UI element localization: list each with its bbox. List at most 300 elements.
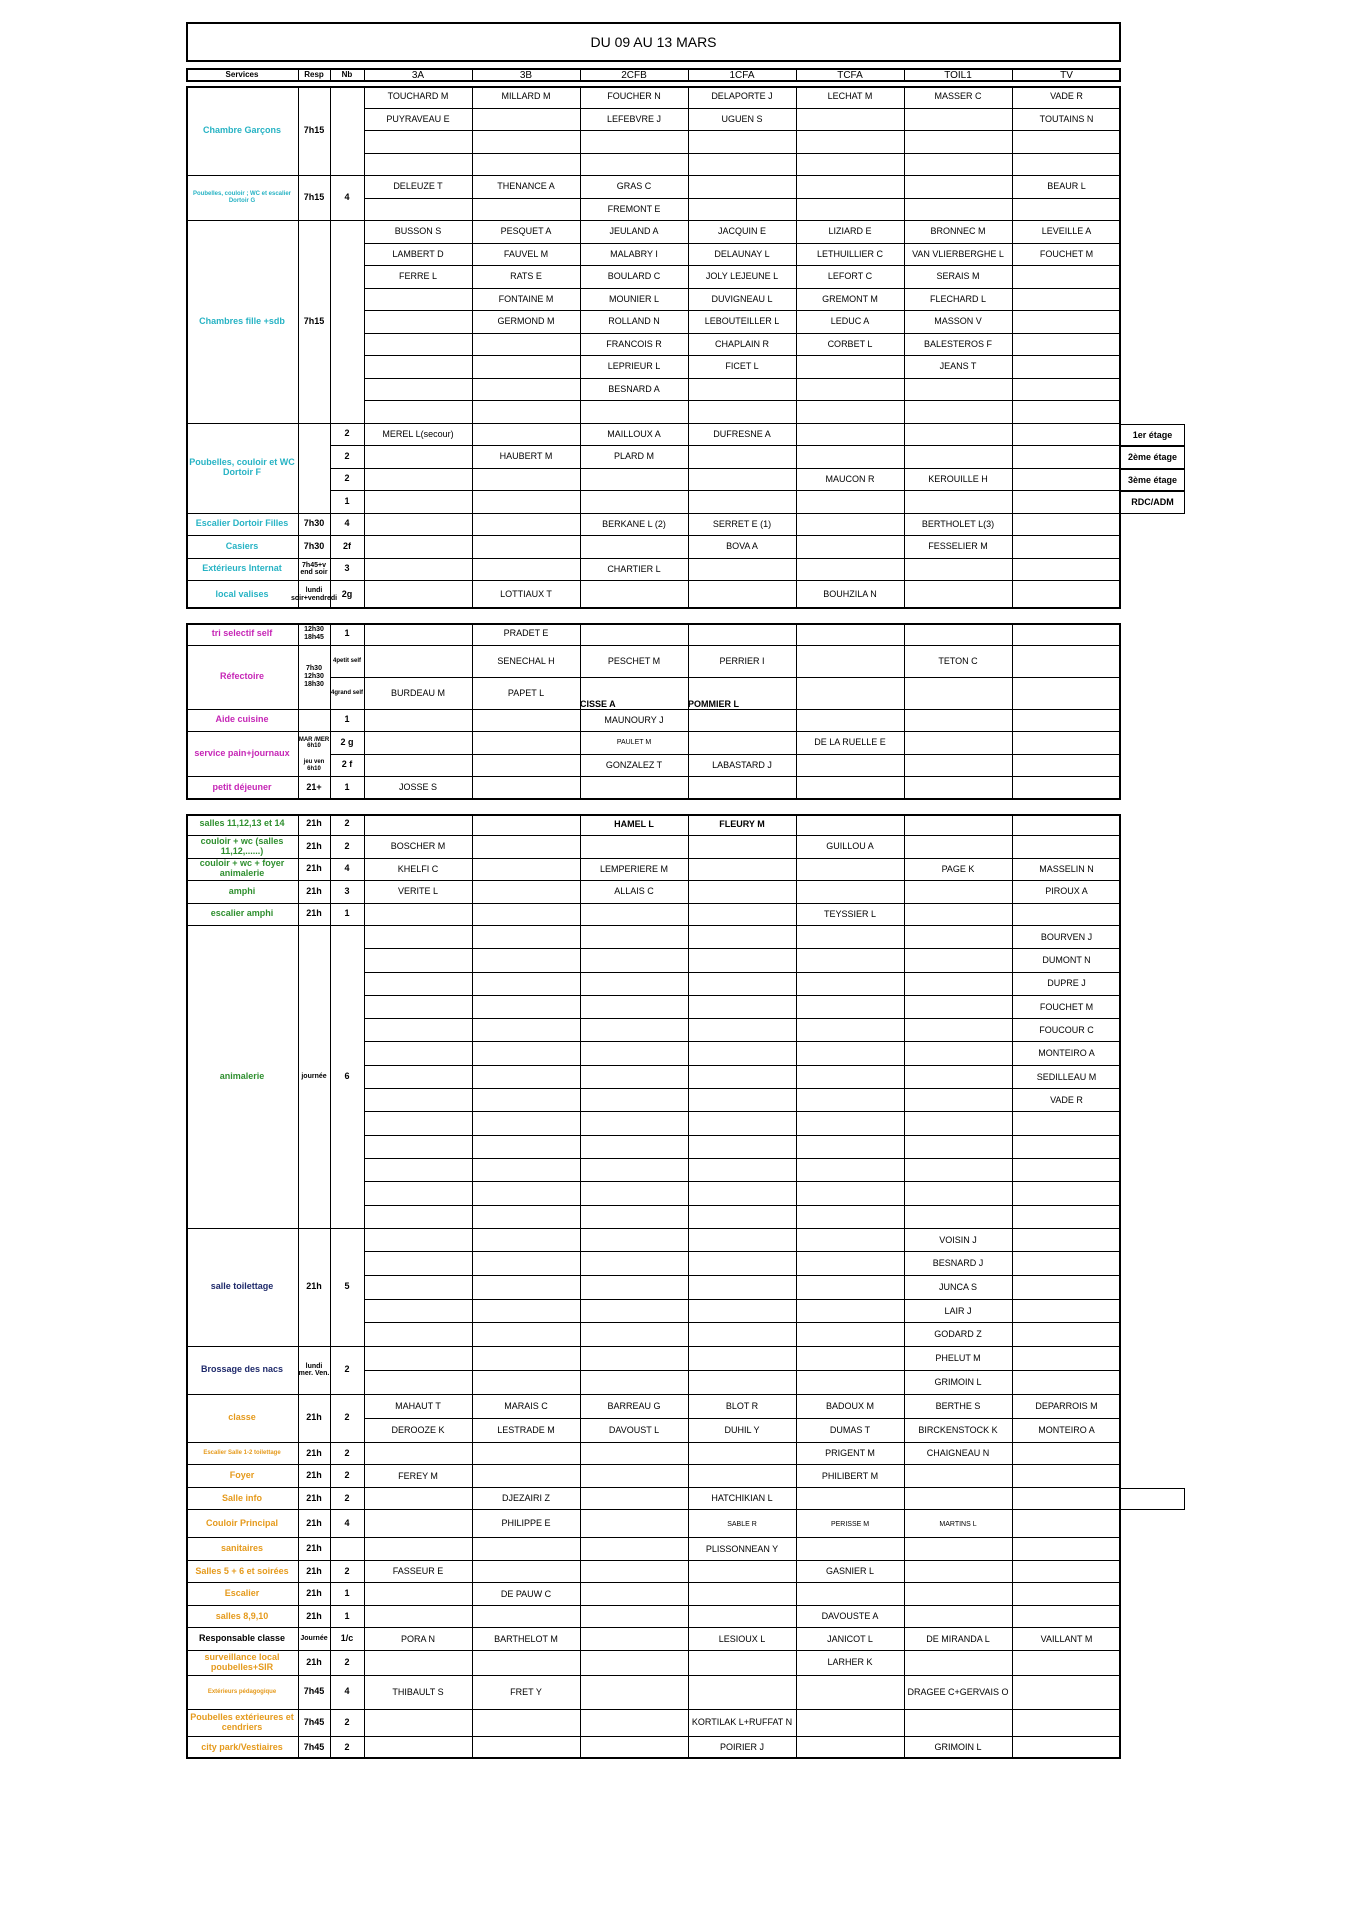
resp-cell: 21h	[298, 1510, 330, 1538]
table-cell: PLARD M	[613, 451, 654, 462]
table-cell: VERITE L	[397, 886, 438, 897]
nb-cell: 2	[330, 424, 364, 447]
column-divider	[330, 86, 331, 609]
table-cell: BURDEAU M	[390, 687, 445, 698]
service-label: petit déjeuner	[186, 777, 298, 800]
service-label: animalerie	[186, 926, 298, 1229]
block-divider	[186, 1606, 1121, 1629]
block-divider	[186, 536, 1121, 559]
block-divider	[186, 1710, 1121, 1737]
column-divider	[1012, 623, 1013, 800]
block-divider	[186, 424, 1121, 514]
table-cell: DEROOZE K	[391, 1424, 445, 1435]
column-divider	[330, 814, 331, 1760]
resp-cell: 12h30 18h45	[298, 623, 330, 646]
table-cell: GRIMOIN L	[934, 1742, 982, 1753]
nb-cell: 4	[330, 859, 364, 882]
table-cell: FRET Y	[510, 1686, 542, 1697]
service-label: Foyer	[186, 1465, 298, 1488]
nb-cell: 2	[330, 1443, 364, 1466]
service-label: Réfectoire	[186, 646, 298, 710]
table-cell: DE PAUW C	[500, 1588, 552, 1599]
column-divider	[472, 623, 473, 800]
table-cell: UGUEN S	[721, 113, 763, 124]
table-cell: JANICOT L	[827, 1633, 873, 1644]
resp-cell: 21h	[298, 904, 330, 927]
column-divider	[796, 68, 797, 82]
nb-cell: 2f	[330, 536, 364, 559]
column-divider	[580, 623, 581, 800]
table-cell: PUYRAVEAU E	[386, 113, 450, 124]
resp-cell: 7h30 12h30 18h30	[298, 646, 330, 710]
table-cell: MONTEIRO A	[1038, 1048, 1095, 1059]
nb-cell: 2	[330, 814, 364, 837]
table-cell: HATCHIKIAN L	[711, 1493, 773, 1504]
service-label: couloir + wc + foyer animalerie	[186, 859, 298, 882]
table-cell: KHELFI C	[397, 863, 439, 874]
table-cell: FOUCHER N	[607, 91, 661, 102]
block-divider	[186, 581, 1121, 609]
extra-cell	[1121, 1488, 1185, 1511]
block-divider	[186, 1347, 1121, 1395]
block-divider	[186, 514, 1121, 537]
column-divider	[688, 68, 689, 82]
table-cell: BERKANE L (2)	[602, 518, 666, 529]
nb-cell: 1	[330, 623, 364, 646]
table-cell: BOUHZILA N	[823, 589, 877, 600]
block-divider	[186, 1488, 1121, 1511]
table-cell: ROLLAND N	[608, 316, 660, 327]
service-label: amphi	[186, 881, 298, 904]
table-cell: BRONNEC M	[930, 226, 986, 237]
table-cell: BERTHE S	[935, 1400, 981, 1411]
table-cell: MONTEIRO A	[1038, 1424, 1095, 1435]
column-divider	[364, 814, 365, 1760]
table-cell: KORTILAK L+RUFFAT N	[691, 1717, 793, 1728]
service-label: tri selectif self	[186, 623, 298, 646]
block-divider	[186, 86, 1121, 176]
table-cell: MASSON V	[934, 316, 982, 327]
header-cell: Resp	[304, 69, 324, 79]
table-cell: FICET L	[725, 361, 759, 372]
table-cell: FONTAINE M	[498, 293, 554, 304]
resp-cell: jeu ven 6h10	[303, 759, 325, 772]
table-cell: GASNIER L	[825, 1566, 874, 1577]
resp-cell: MAR /MER 6h10	[298, 736, 330, 750]
resp-cell: 7h45+v end soir	[298, 559, 330, 582]
service-label: Salle info	[186, 1488, 298, 1511]
table-cell: TOUTAINS N	[1039, 113, 1094, 124]
table-cell: PAULET M	[616, 739, 652, 747]
table-cell: JOSSE S	[398, 782, 437, 793]
table-cell: MAUNOURY J	[604, 714, 664, 725]
block-divider	[186, 623, 1121, 646]
table-cell: FREMONT E	[607, 203, 661, 214]
nb-cell: 2	[330, 1561, 364, 1584]
table-cell: FOUCHET M	[1039, 1001, 1094, 1012]
table-cell: HAMEL L	[614, 818, 654, 829]
table-cell: PAGE K	[941, 863, 975, 874]
table-cell: BOURVEN J	[1040, 931, 1093, 942]
table-cell: LESIOUX L	[718, 1633, 766, 1644]
table-cell: LAMBERT D	[392, 248, 444, 259]
table-cell: LARHER K	[827, 1657, 873, 1668]
service-label: escalier amphi	[186, 904, 298, 927]
nb-cell: 2	[330, 446, 364, 469]
table-cell: DUPRE J	[1047, 978, 1086, 989]
table-cell: FESSELIER M	[928, 541, 988, 552]
table-cell: TOUCHARD M	[387, 91, 449, 102]
table-cell: PERISSE M	[830, 1520, 870, 1528]
nb-cell: 2	[330, 1488, 364, 1511]
table-cell: VADE R	[1050, 91, 1083, 102]
table-cell: DE MIRANDA L	[926, 1633, 990, 1644]
table-cell: DELAPORTE J	[711, 91, 773, 102]
resp-cell: 7h15	[298, 176, 330, 221]
table-cell: MAILLOUX A	[607, 428, 661, 439]
column-divider	[364, 68, 365, 82]
resp-cell: 21h	[298, 1443, 330, 1466]
service-label: Poubelles extérieures et cendriers	[186, 1710, 298, 1737]
resp-cell: 21h	[298, 836, 330, 859]
column-divider	[580, 68, 581, 82]
table-cell: BARTHELOT M	[494, 1633, 558, 1644]
table-cell: DUMONT N	[1042, 955, 1091, 965]
column-divider	[1012, 814, 1013, 1760]
column-divider	[580, 86, 581, 609]
header-cell: Services	[225, 69, 259, 79]
table-cell: GREMONT M	[822, 293, 878, 304]
nb-cell: 2 g	[330, 732, 364, 755]
table-cell: FEREY M	[398, 1470, 438, 1481]
column-divider	[904, 814, 905, 1760]
block-divider	[186, 814, 1121, 837]
nb-cell: 1	[330, 904, 364, 927]
resp-cell: 21h	[298, 1561, 330, 1584]
table-cell: PLISSONNEAN Y	[705, 1543, 779, 1554]
table-cell: MILLARD M	[501, 91, 551, 102]
nb-cell: 4petit self	[330, 646, 364, 678]
resp-cell: 7h30	[298, 514, 330, 537]
nb-cell: 5	[330, 1229, 364, 1347]
header-cell: Nb	[341, 69, 353, 79]
table-cell: SEDILLEAU M	[1036, 1071, 1097, 1082]
service-label: local valises	[186, 581, 298, 609]
table-cell: TETON C	[938, 655, 978, 666]
table-cell: LOTTIAUX T	[500, 589, 552, 600]
column-divider	[472, 814, 473, 1760]
schedule-table	[186, 68, 1178, 1840]
table-cell: BALESTEROS F	[923, 338, 993, 349]
table-cell: JEANS T	[939, 361, 977, 372]
table-cell: BIRCKENSTOCK K	[918, 1424, 998, 1435]
block-divider	[186, 1651, 1121, 1676]
block-divider	[186, 1676, 1121, 1710]
block-divider	[186, 777, 1121, 800]
table-cell: PESQUET A	[500, 226, 552, 237]
table-cell: LEPRIEUR L	[607, 361, 661, 372]
table-cell: MASSER C	[934, 91, 982, 102]
table-cell: GODARD Z	[934, 1329, 982, 1340]
column-divider	[364, 623, 365, 800]
service-label: salles 8,9,10	[186, 1606, 298, 1629]
table-cell: SERAIS M	[936, 271, 980, 282]
column-divider	[904, 68, 905, 82]
column-divider	[796, 623, 797, 800]
column-divider	[364, 86, 365, 609]
table-cell: FOUCOUR C	[1039, 1024, 1094, 1035]
nb-cell: 4	[330, 1676, 364, 1710]
table-cell: RATS E	[510, 271, 542, 282]
nb-cell: 2 f	[330, 755, 364, 778]
table-cell: LAIR J	[944, 1305, 972, 1316]
nb-cell: 1	[330, 777, 364, 800]
table-cell: MARTINS L	[939, 1520, 977, 1528]
table-cell: VAILLANT M	[1040, 1633, 1093, 1644]
column-divider	[796, 86, 797, 609]
table-cell: DUFRESNE A	[713, 428, 771, 439]
service-label: Extérieurs pédagogique	[186, 1676, 298, 1710]
table-cell: PORA N	[400, 1633, 435, 1644]
table-cell: BUSSON S	[394, 226, 442, 237]
schedule-title: DU 09 AU 13 MARS	[186, 22, 1121, 62]
nb-cell: 1	[330, 1606, 364, 1629]
service-label: Escalier	[186, 1583, 298, 1606]
table-cell: FAUVEL M	[503, 248, 549, 259]
nb-cell: 4	[330, 514, 364, 537]
table-cell: MARAIS C	[504, 1400, 548, 1411]
nb-cell: 3	[330, 559, 364, 582]
service-label: Poubelles, couloir ; WC et escalier Dortoir G	[186, 176, 298, 221]
table-cell: BOULARD C	[607, 271, 661, 282]
header-class-1cfa: 1CFA	[729, 69, 755, 81]
service-label: Escalier Dortoir Filles	[186, 514, 298, 537]
service-label: surveillance local poubelles+SIR	[186, 1651, 298, 1676]
service-label: salle toilettage	[186, 1229, 298, 1347]
table-cell: BOVA A	[726, 541, 758, 552]
table-cell: PHILIBERT M	[821, 1470, 879, 1481]
service-label: Responsable classe	[186, 1628, 298, 1651]
service-label: Brossage des nacs	[186, 1347, 298, 1395]
table-cell: CORBET L	[827, 338, 873, 349]
header-class-3a: 3A	[411, 69, 425, 81]
table-cell: FERRE L	[398, 271, 437, 282]
table-cell: POIRIER J	[719, 1742, 764, 1753]
service-label: couloir + wc (salles 11,12,......)	[186, 836, 298, 859]
table-cell: CHAPLAIN R	[714, 338, 769, 349]
header-class-tcfa: TCFA	[837, 69, 863, 81]
table-cell: MEREL L(secour)	[382, 428, 454, 439]
table-cell: GUILLOU A	[826, 841, 874, 852]
block-divider	[186, 904, 1121, 927]
table-cell: MOUNIER L	[608, 293, 659, 304]
table-cell: DAVOUSTE A	[821, 1611, 879, 1622]
resp-cell: Journée	[298, 1628, 330, 1651]
table-cell: DUMAS T	[829, 1424, 871, 1435]
table-cell: LESTRADE M	[497, 1424, 555, 1435]
floor-label: 3ème étage	[1121, 469, 1185, 492]
column-divider	[298, 623, 299, 800]
nb-cell: 2	[330, 836, 364, 859]
table-cell: VAN VLIERBERGHE L	[912, 248, 1004, 259]
table-cell: BERTHOLET L(3)	[921, 518, 995, 529]
block-divider	[186, 1395, 1121, 1443]
column-divider	[688, 814, 689, 1760]
table-cell: LETHUILLIER C	[816, 248, 884, 259]
service-label: city park/Vestiaires	[186, 1737, 298, 1760]
table-cell: PIROUX A	[1045, 886, 1088, 897]
header-class-2cfb: 2CFB	[621, 69, 647, 81]
service-label: Aide cuisine	[186, 710, 298, 733]
block-divider	[186, 176, 1121, 221]
nb-cell: 4	[330, 1510, 364, 1538]
block-divider	[186, 1538, 1121, 1561]
resp-cell: 7h15	[298, 221, 330, 424]
table-cell: DEPARROIS M	[1035, 1400, 1098, 1411]
service-label: Extérieurs Internat	[186, 559, 298, 582]
service-label: Poubelles, couloir et WC Dortoir F	[186, 424, 298, 514]
table-cell: CISSE A	[580, 698, 616, 709]
table-cell: DRAGEE C+GERVAIS O	[907, 1686, 1009, 1697]
floor-label: 1er étage	[1121, 424, 1185, 447]
header-class-tv: TV	[1060, 69, 1073, 81]
column-divider	[904, 86, 905, 609]
table-cell: BEAUR L	[1047, 181, 1086, 192]
resp-cell: 21h	[298, 1651, 330, 1676]
resp-cell: journée	[298, 926, 330, 1229]
table-cell: LEFORT C	[827, 271, 873, 282]
table-cell: DUHIL Y	[724, 1424, 760, 1435]
resp-cell: 21h	[298, 814, 330, 837]
column-divider	[472, 86, 473, 609]
table-cell: JOLY LEJEUNE L	[705, 271, 779, 282]
column-divider	[580, 814, 581, 1760]
block-divider	[186, 1510, 1121, 1538]
resp-cell: 7h45	[298, 1737, 330, 1760]
service-label: Couloir Principal	[186, 1510, 298, 1538]
table-cell: PAPET L	[507, 687, 545, 698]
table-cell: DJEZAIRI Z	[501, 1493, 550, 1504]
nb-cell: 1	[330, 491, 364, 514]
floor-label: 2ème étage	[1121, 446, 1185, 469]
block-divider	[186, 221, 1121, 424]
table-cell: BARREAU G	[607, 1400, 661, 1411]
table-cell: MALABRY I	[610, 248, 658, 259]
table-cell: VADE R	[1050, 1094, 1083, 1105]
table-cell: FOUCHET M	[1039, 248, 1094, 259]
table-cell: FLEURY M	[719, 818, 765, 829]
table-cell: LEVEILLE A	[1041, 226, 1092, 237]
block-divider	[186, 710, 1121, 733]
table-cell: GRAS C	[616, 181, 652, 192]
table-cell: SENECHAL H	[497, 655, 555, 666]
resp-cell: lundi soir+vendredi	[298, 581, 330, 609]
column-divider	[298, 86, 299, 609]
table-cell: THENANCE A	[497, 181, 555, 192]
resp-cell: 21h	[298, 859, 330, 882]
column-divider	[298, 814, 299, 1760]
block-divider	[186, 1628, 1121, 1651]
table-cell: THIBAULT S	[392, 1686, 444, 1697]
resp-cell: 21h	[298, 1583, 330, 1606]
block-divider	[186, 1443, 1121, 1466]
table-cell: FLECHARD L	[929, 293, 986, 304]
service-label: Chambre Garçons	[186, 86, 298, 176]
table-cell: PRADET E	[503, 628, 549, 639]
table-cell: FASSEUR E	[392, 1566, 444, 1577]
table-cell: PHELUT M	[935, 1352, 981, 1363]
table-cell: TEYSSIER L	[823, 908, 877, 919]
resp-cell: 21h	[298, 881, 330, 904]
table-cell: DUVIGNEAU L	[711, 293, 773, 304]
service-label: service pain+journaux	[186, 732, 298, 777]
resp-cell: 21h	[298, 1538, 330, 1561]
block-divider	[186, 1465, 1121, 1488]
table-cell: PERRIER I	[719, 655, 765, 666]
service-label: salles 11,12,13 et 14	[186, 814, 298, 837]
resp-cell: lundi mer. Ven.	[298, 1347, 330, 1395]
table-cell: HAUBERT M	[499, 451, 553, 462]
block-divider	[186, 859, 1121, 882]
table-cell: LEBOUTEILLER L	[704, 316, 780, 327]
nb-cell: 2	[330, 1737, 364, 1760]
header-class-3b: 3B	[519, 69, 533, 81]
block-divider	[186, 732, 1121, 777]
table-cell: PHILIPPE E	[501, 1518, 551, 1529]
nb-cell: 2	[330, 1651, 364, 1676]
table-cell: BADOUX M	[825, 1400, 874, 1411]
column-divider	[688, 86, 689, 609]
table-cell: BESNARD A	[608, 383, 660, 394]
resp-cell: 7h15	[298, 86, 330, 176]
table-cell: LECHAT M	[827, 91, 873, 102]
table-cell: GONZALEZ T	[605, 759, 663, 770]
nb-cell: 2g	[330, 581, 364, 609]
header-class-toil1: TOIL1	[944, 69, 972, 81]
resp-cell: 7h45	[298, 1710, 330, 1737]
block-divider	[186, 1583, 1121, 1606]
resp-cell: 21h	[298, 1465, 330, 1488]
table-cell: GERMOND M	[497, 316, 555, 327]
column-divider	[904, 623, 905, 800]
nb-cell: 2	[330, 469, 364, 492]
table-cell: MAHAUT T	[395, 1400, 441, 1411]
nb-cell: 2	[330, 1710, 364, 1737]
resp-cell: 21+	[298, 777, 330, 800]
nb-cell: 2	[330, 1465, 364, 1488]
column-divider	[330, 623, 331, 800]
table-cell: JACQUIN E	[717, 226, 766, 237]
table-cell: CHARTIER L	[607, 563, 661, 574]
column-divider	[1012, 68, 1013, 82]
nb-cell: 4	[330, 176, 364, 221]
service-label: Salles 5 + 6 et soirées	[186, 1561, 298, 1584]
resp-cell: 21h	[298, 1488, 330, 1511]
table-cell: PRIGENT M	[825, 1448, 875, 1459]
table-cell: DELAUNAY L	[714, 248, 770, 259]
resp-cell: 7h30	[298, 536, 330, 559]
nb-cell: 2	[330, 1395, 364, 1443]
table-cell: PESCHET M	[607, 655, 661, 666]
table-cell: JUNCA S	[938, 1281, 977, 1292]
table-cell: JEULAND A	[609, 226, 659, 237]
column-divider	[298, 68, 299, 82]
column-divider	[796, 814, 797, 1760]
table-cell: DE LA RUELLE E	[814, 737, 886, 748]
block-divider	[186, 646, 1121, 710]
table-cell: LEFEBVRE J	[606, 113, 662, 124]
table-cell: DELEUZE T	[393, 181, 443, 192]
